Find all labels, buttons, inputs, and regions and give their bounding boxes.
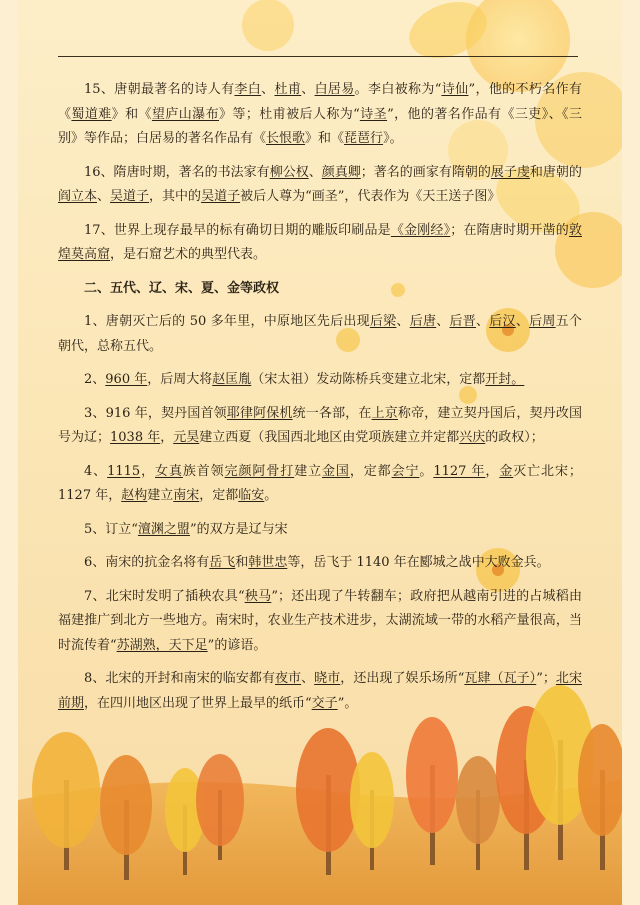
paragraph-s8 — [58, 667, 582, 716]
underlined-term: 琵琶行 — [344, 131, 384, 146]
underlined-term: 夜市 — [275, 671, 302, 686]
text-segment: 族首领 — [182, 463, 225, 479]
underlined-term: 兴庆 — [459, 430, 486, 445]
text-segment: 建立西夏（我国西北地区由党项族建立并定都 — [199, 430, 460, 445]
document-page — [18, 0, 622, 905]
underlined-term: 秧马 — [244, 588, 272, 604]
text-segment: ，定都 — [349, 463, 392, 479]
section-heading — [58, 277, 582, 302]
underlined-term: 赵构 — [121, 488, 148, 503]
header-rule — [58, 56, 578, 57]
underlined-term: 韩世忠 — [248, 555, 288, 570]
text-segment: 6、南宋的抗金名将有 — [84, 555, 210, 570]
text-segment: ，后周大将 — [147, 372, 213, 387]
underlined-term: 后周 — [529, 314, 556, 329]
text-segment: 5、订立“ — [84, 521, 138, 537]
underlined-term: 诗仙 — [441, 82, 469, 97]
text-segment: ”；还出现了牛转翻车；政府把从越南引进的占城稻由福建推广到北方一些地方。南宋时，农业生产技术进步，太湖流域一带的水稻产量很高，当时流传着“ — [58, 588, 582, 653]
text-segment: 、 — [261, 82, 275, 97]
text-segment: 15、唐朝最著名的诗人有 — [84, 82, 235, 97]
text-segment: ， — [160, 430, 174, 445]
underlined-term: 吴道子 — [110, 189, 150, 204]
underlined-term: 元昊 — [173, 430, 200, 445]
text-segment: ， — [485, 463, 500, 479]
text-segment: 等，岳飞于 1140 年在郾城之战中大败金兵。 — [287, 555, 550, 570]
text-segment: 4、 — [84, 463, 108, 479]
text-segment: 。李白被称为“ — [354, 82, 442, 97]
paragraph-s3 — [58, 402, 582, 451]
text-segment: ”，他的著名作品有《三吏》、《三别》等作品；白居易的著名作品有《 — [58, 106, 582, 146]
text-segment: ， — [140, 463, 156, 479]
underlined-term: 后汉 — [489, 314, 516, 329]
text-segment: 统一各部，在 — [292, 405, 372, 421]
paragraph-s5 — [58, 518, 582, 543]
text-segment: 7、北宋时发明了插秧农具“ — [84, 588, 245, 604]
underlined-term: 诗圣 — [359, 106, 388, 122]
underlined-term: 金 — [499, 463, 514, 479]
underlined-term: 耶律阿保机 — [226, 405, 293, 421]
underlined-term: 敦煌莫高窟 — [58, 222, 582, 262]
underlined-term: 1038 年 — [110, 430, 161, 445]
underlined-term: 柳公权 — [269, 164, 309, 180]
underlined-term: 展子虔 — [490, 164, 530, 180]
paragraph-s7 — [58, 585, 582, 659]
paragraph-s4 — [58, 460, 582, 509]
underlined-term: 上京 — [371, 405, 398, 421]
underlined-term: 望庐山瀑布 — [151, 106, 219, 122]
text-segment: ；在隋唐时期开凿的 — [450, 222, 569, 238]
text-segment: 、 — [476, 314, 490, 329]
text-segment: 建立 — [147, 488, 174, 503]
underlined-term: 后唐 — [409, 314, 437, 329]
paragraph-s6 — [58, 551, 582, 576]
underlined-term: 完颜阿骨打 — [224, 463, 295, 479]
text-segment: 称帝，建立契丹国后，契丹改国号为辽； — [58, 405, 582, 445]
text-segment: （宋太祖）发动陈桥兵变建立北宋，定都 — [251, 372, 486, 387]
underlined-term: 长恨歌 — [266, 131, 306, 146]
text-segment: ”的谚语。 — [207, 637, 267, 653]
underlined-term: 交子 — [311, 695, 338, 711]
text-segment: ，定都 — [199, 488, 239, 503]
text-segment: ”的双方是辽与宋 — [189, 521, 288, 537]
paragraph-s2 — [58, 368, 582, 393]
underlined-term: 蜀道难 — [71, 106, 112, 122]
paragraph-s1 — [58, 310, 582, 359]
underlined-term: 白居易 — [314, 82, 355, 97]
text-segment: 、 — [301, 82, 315, 97]
text-segment: 、 — [97, 189, 111, 204]
underlined-term: 南宋 — [173, 488, 200, 503]
text-segment: 》等；杜甫被后人称为“ — [219, 106, 360, 122]
text-segment: 、 — [515, 314, 530, 329]
text-segment: 灭亡北宋；1127 年， — [58, 463, 582, 503]
text-segment: ，其中的 — [149, 189, 202, 204]
text-segment: 、 — [436, 314, 450, 329]
underlined-term: 1127 年 — [433, 463, 486, 479]
text-segment: ”。 — [337, 695, 358, 711]
underlined-term: 晓市 — [314, 671, 341, 686]
underlined-term: 后晋 — [449, 314, 477, 329]
text-segment: 被后人尊为“画圣”，代表作为《天王送子图》 — [240, 189, 501, 204]
text-segment: ”，他的不朽名作有《 — [58, 82, 582, 122]
text-segment: 建立 — [294, 463, 323, 479]
paragraph-p17 — [58, 219, 582, 268]
underlined-term: 后梁 — [369, 314, 397, 329]
text-segment: ，在四川地区出现了世界上最早的纸币“ — [84, 695, 312, 711]
underlined-term: 瓦肆（瓦子） — [464, 671, 537, 686]
text-segment: 、 — [308, 164, 322, 180]
text-segment: 17、世界上现存最早的标有确切日期的雕版印刷品是 — [84, 222, 391, 238]
text-segment: 。 — [419, 463, 434, 479]
underlined-term: 澶渊之盟 — [137, 521, 190, 537]
text-segment: ；著名的画家有隋朝的 — [360, 164, 491, 180]
underlined-term: 北宋前期 — [58, 671, 582, 711]
text-segment: 》和《 — [111, 106, 152, 122]
document-body — [58, 78, 582, 725]
text-segment: 8、北宋的开封和南宋的临安都有 — [84, 671, 275, 686]
text-segment: 1、唐朝灭亡后的 50 多年里，中原地区先后出现 — [84, 314, 370, 329]
text-segment: 2、 — [84, 372, 106, 387]
text-segment: 和 — [235, 555, 249, 570]
underlined-term: 阎立本 — [58, 189, 98, 204]
text-segment: ”； — [536, 671, 556, 686]
text-segment: 。 — [264, 488, 278, 503]
text-segment: 》和《 — [305, 131, 345, 146]
paragraph-p16 — [58, 161, 582, 210]
underlined-term: 1115 — [107, 463, 141, 479]
underlined-term: 颜真卿 — [321, 164, 361, 180]
text-segment: 3、916 年，契丹国首领 — [84, 405, 227, 421]
underlined-term: 金国 — [322, 463, 350, 479]
text-segment: ，还出现了娱乐场所“ — [340, 671, 465, 686]
underlined-term: 960 年 — [105, 372, 148, 387]
underlined-term: 开封。 — [485, 372, 525, 387]
underlined-term: 李白 — [234, 82, 262, 97]
text-segment: 、 — [396, 314, 410, 329]
underlined-term: 会宁 — [391, 463, 420, 479]
text-segment: 二、五代、辽、宋、夏、金等政权 — [84, 280, 280, 296]
text-segment: 、 — [301, 671, 315, 686]
text-segment: 》。 — [383, 131, 403, 146]
text-segment: ，是石窟艺术的典型代表。 — [110, 247, 267, 262]
underlined-term: 《金刚经》 — [390, 222, 451, 238]
underlined-term: 赵匡胤 — [212, 372, 252, 387]
text-segment: 的政权）； — [485, 430, 544, 445]
underlined-term: 女真 — [155, 463, 183, 479]
text-segment: 16、隋唐时期，著名的书法家有 — [84, 164, 270, 180]
text-segment: 五个朝代，总称五代。 — [58, 314, 582, 354]
text-segment: 和唐朝的 — [529, 164, 582, 180]
underlined-term: 杜甫 — [274, 82, 302, 97]
underlined-term: 岳飞 — [209, 555, 236, 570]
underlined-term: 苏湖熟，天下足 — [116, 637, 208, 653]
paragraph-p15 — [58, 78, 582, 152]
underlined-term: 吴道子 — [201, 189, 241, 204]
underlined-term: 临安 — [238, 488, 265, 503]
